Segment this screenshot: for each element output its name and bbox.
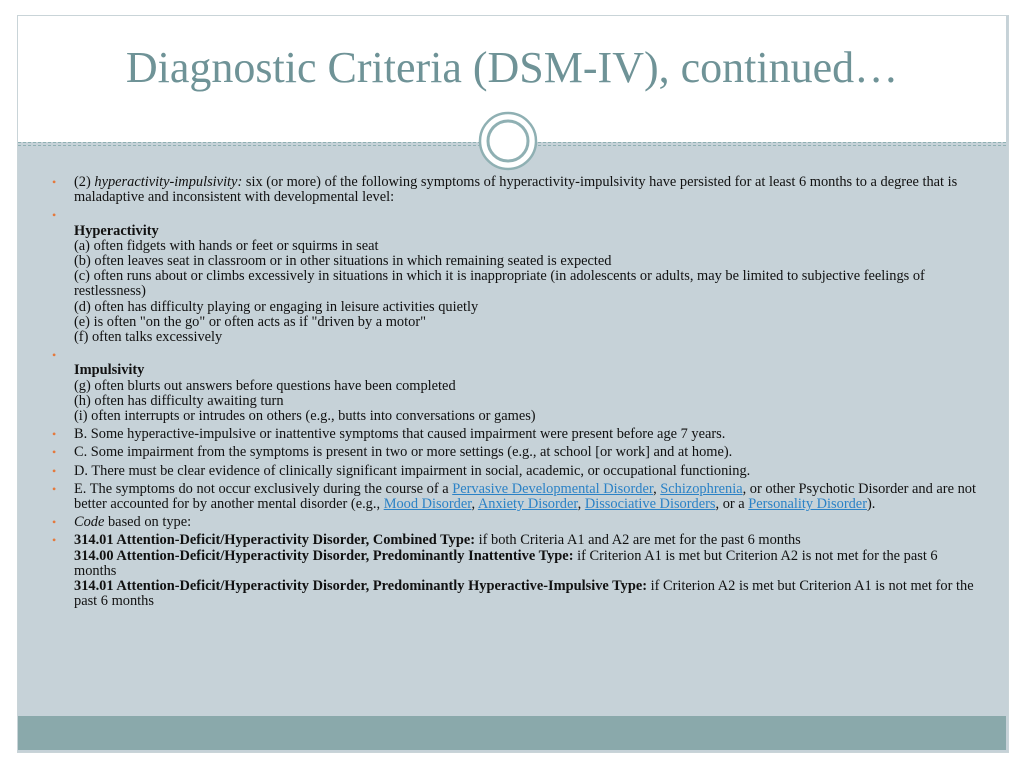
link-schizophrenia[interactable]: Schizophrenia [660, 480, 743, 497]
criterion-line: (d) often has difficulty playing or engaging in leisure activities quietly [74, 298, 479, 315]
bullet-icon: • [52, 427, 57, 442]
bullet-icon: • [52, 481, 57, 496]
list-item [52, 348, 980, 424]
link-dissociative-disorders[interactable]: Dissociative Disorders [584, 496, 716, 513]
link-pervasive-developmental-disorder[interactable]: Pervasive Developmental Disorder [452, 480, 654, 497]
list-item [52, 445, 980, 460]
type-inattentive: 314.00 Attention-Deficit/Hyperactivity Disorder, Predominantly Inattentive Type: if Criterion A1 is met but Criterion A2 is not met for the past 6 months [74, 547, 938, 579]
list-item [52, 464, 980, 479]
criterion-line: (c) often runs about or climbs excessively in situations in which it is inappropriate (in adolescents or adults, may be limited to subjective feelings of restlessness) [74, 268, 925, 300]
list-item [52, 427, 980, 442]
double-circle-icon [478, 111, 538, 171]
slide-body [52, 175, 980, 612]
list-item [52, 208, 980, 345]
criterion-c: C. Some impairment from the symptoms is present in two or more settings (e.g., at school [or work] and at home). [74, 444, 733, 461]
link-mood-disorder[interactable]: Mood Disorder [383, 496, 472, 513]
bullet-icon: • [52, 348, 57, 363]
criterion-line: (i) often interrupts or intrudes on others (e.g., butts into conversations or games) [74, 408, 536, 425]
criteria-list [52, 175, 980, 609]
criterion-line: (g) often blurts out answers before questions have been completed [74, 377, 456, 394]
bullet-icon: • [52, 463, 57, 478]
criterion-line: (b) often leaves seat in classroom or in other situations in which remaining seated is expected [74, 253, 612, 270]
bullet-icon: • [52, 445, 57, 460]
type-hyperactive-impulsive: 314.01 Attention-Deficit/Hyperactivity Disorder, Predominantly Hyperactive-Impulsive Type: if Criterion A2 is met but Criterion A1 is not met for the past 6 months [74, 578, 974, 610]
criterion-line: (e) is often "on the go" or often acts as if "driven by a motor" [74, 313, 426, 330]
bullet-icon: • [52, 515, 57, 530]
criterion-line: (f) often talks excessively [74, 329, 223, 346]
slide-title: Diagnostic Criteria (DSM-IV), continued… [125, 43, 899, 92]
bullet-icon: • [52, 533, 57, 548]
type-combined: 314.01 Attention-Deficit/Hyperactivity Disorder, Combined Type: if both Criteria A1 and A2 are met for the past 6 months [74, 532, 801, 549]
impulsivity-heading: Impulsivity [74, 362, 145, 379]
link-anxiety-disorder[interactable]: Anxiety Disorder [477, 496, 578, 513]
list-item: • Code based on type: [52, 514, 192, 531]
bullet-icon: • [52, 208, 57, 223]
footer-band [18, 716, 1006, 750]
criterion-line: (h) often has difficulty awaiting turn [74, 392, 284, 409]
criterion-b: B. Some hyperactive-impulsive or inattentive symptoms that caused impairment were present before age 7 years. [74, 426, 726, 443]
list-item: • (2) hyperactivity-impulsivity: six (or more) of the following symptoms of hyperactivity-impulsivity have persisted for at least 6 months to a degree that is maladaptive and inconsistent with developmental level: [52, 174, 958, 206]
list-item [52, 533, 980, 609]
criterion-d: D. There must be clear evidence of clinically significant impairment in social, academic, or occupational functioning. [74, 462, 751, 479]
link-personality-disorder[interactable]: Personality Disorder [748, 496, 867, 513]
list-item: • E. The symptoms do not occur exclusively during the course of a Pervasive Developmental Disorder, Schizophrenia, or other Psychotic Disorder and are not better accounted for by another mental disorder (e.g., Mood Disorder, Anxiety Disorder, Dissociative Disorders, or a Personality Disorder). [52, 480, 976, 513]
bullet-icon: • [52, 175, 57, 189]
criterion-line: (a) often fidgets with hands or feet or squirms in seat [74, 237, 379, 254]
hyperactivity-heading: Hyperactivity [74, 222, 159, 239]
